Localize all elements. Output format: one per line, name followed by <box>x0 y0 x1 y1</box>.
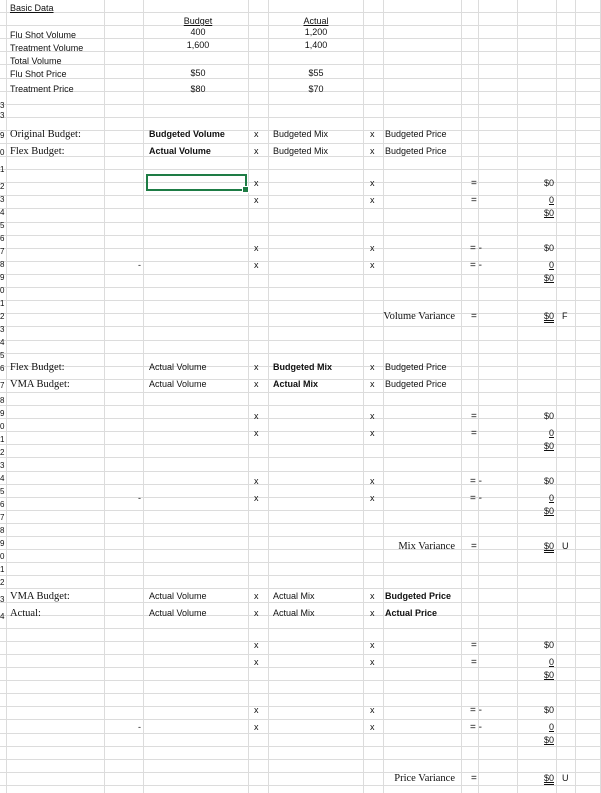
row-number: 0 <box>0 422 5 431</box>
price-term: Budgeted Price <box>385 379 447 389</box>
times-symbol: x <box>370 722 375 732</box>
mix-term: Actual Mix <box>273 608 315 618</box>
row-number: 5 <box>0 487 5 496</box>
times-symbol: x <box>370 428 375 438</box>
equals-minus-sign: = - <box>470 493 482 504</box>
times-symbol: x <box>370 362 375 372</box>
times-symbol: x <box>254 243 259 253</box>
row-number: 7 <box>0 513 5 522</box>
equals-minus-sign: = - <box>470 722 482 733</box>
equals-sign: = <box>471 195 477 206</box>
times-symbol: x <box>254 146 259 156</box>
price-term: Budgeted Price <box>385 146 447 156</box>
selected-cell[interactable] <box>146 174 247 191</box>
minus-sign: - <box>138 260 141 270</box>
actual-value: 1,200 <box>304 27 328 37</box>
equals-minus-sign: = - <box>470 243 482 254</box>
equals-minus-sign: = - <box>470 260 482 271</box>
times-symbol: x <box>370 195 375 205</box>
equals-sign: = <box>471 428 477 439</box>
budget-value: $80 <box>190 84 206 94</box>
row-number: 6 <box>0 364 5 373</box>
times-symbol: x <box>254 178 259 188</box>
calc-total: $0 <box>543 735 554 745</box>
row-number: 3 <box>0 325 5 334</box>
minus-sign: - <box>138 722 141 732</box>
times-symbol: x <box>370 243 375 253</box>
times-symbol: x <box>254 591 259 601</box>
equals-sign: = <box>471 657 477 668</box>
volume-term: Actual Volume <box>149 591 207 601</box>
calc-total: $0 <box>543 273 554 283</box>
row-number: 9 <box>0 539 5 548</box>
row-number: 1 <box>0 565 5 574</box>
variance-value: $0 <box>543 541 554 551</box>
row-number: 9 <box>0 409 5 418</box>
volume-term: Actual Volume <box>149 146 211 156</box>
variance-value: $0 <box>543 773 554 783</box>
section-label: Original Budget: <box>10 129 81 140</box>
row-number: 7 <box>0 381 5 390</box>
row-number: 0 <box>0 148 5 157</box>
variance-flag: U <box>562 541 569 551</box>
basic-data-title: Basic Data <box>10 3 54 13</box>
times-symbol: x <box>254 640 259 650</box>
equals-sign: = <box>471 178 477 189</box>
times-symbol: x <box>254 705 259 715</box>
calc-value: 0 <box>548 260 554 270</box>
times-symbol: x <box>254 129 259 139</box>
actual-value: $55 <box>308 68 324 78</box>
calc-value: 0 <box>548 195 554 205</box>
times-symbol: x <box>254 411 259 421</box>
price-term: Budgeted Price <box>385 591 452 601</box>
times-symbol: x <box>254 260 259 270</box>
actual-value: 1,400 <box>304 40 328 50</box>
times-symbol: x <box>254 428 259 438</box>
row-number: 2 <box>0 578 5 587</box>
price-term: Budgeted Price <box>385 362 447 372</box>
price-term: Budgeted Price <box>385 129 447 139</box>
row-number: 1 <box>0 165 5 174</box>
row-number: 8 <box>0 526 5 535</box>
row-number: 2 <box>0 448 5 457</box>
times-symbol: x <box>370 411 375 421</box>
price-term: Actual Price <box>385 608 438 618</box>
equals-sign: = <box>471 773 477 784</box>
row-number: 2 <box>0 312 5 321</box>
times-symbol: x <box>370 260 375 270</box>
times-symbol: x <box>370 608 375 618</box>
actual-value: $70 <box>308 84 324 94</box>
row-number: 4 <box>0 474 5 483</box>
calc-value: $0 <box>543 476 554 486</box>
row-number: 6 <box>0 234 5 243</box>
variance-label: Mix Variance <box>398 541 455 552</box>
calc-total: $0 <box>543 506 554 516</box>
volume-term: Actual Volume <box>149 362 207 372</box>
budget-value: $50 <box>190 68 206 78</box>
times-symbol: x <box>370 493 375 503</box>
row-number: 9 <box>0 131 5 140</box>
row-number: 5 <box>0 221 5 230</box>
variance-value: $0 <box>543 311 554 321</box>
calc-value: 0 <box>548 722 554 732</box>
volume-term: Budgeted Volume <box>149 129 225 139</box>
times-symbol: x <box>370 591 375 601</box>
row-number: 6 <box>0 500 5 509</box>
row-number: 3 <box>0 195 5 204</box>
row-label: Flu Shot Price <box>10 69 67 79</box>
mix-term: Actual Mix <box>273 379 319 389</box>
section-label: VMA Budget: <box>10 379 70 390</box>
calc-value: $0 <box>543 705 554 715</box>
mix-term: Budgeted Mix <box>273 129 329 139</box>
equals-minus-sign: = - <box>470 476 482 487</box>
calc-value: $0 <box>543 411 554 421</box>
mix-term: Budgeted Mix <box>273 362 333 372</box>
volume-term: Actual Volume <box>149 379 207 389</box>
calc-value: 0 <box>548 657 554 667</box>
calc-value: $0 <box>543 243 554 253</box>
row-number: 1 <box>0 299 5 308</box>
section-label: Flex Budget: <box>10 146 65 157</box>
times-symbol: x <box>254 608 259 618</box>
row-number: 1 <box>0 435 5 444</box>
row-label: Treatment Volume <box>10 43 84 53</box>
times-symbol: x <box>254 493 259 503</box>
row-number: 8 <box>0 260 5 269</box>
calc-total: $0 <box>543 208 554 218</box>
section-label: VMA Budget: <box>10 591 70 602</box>
variance-label: Price Variance <box>394 773 455 784</box>
equals-sign: = <box>471 541 477 552</box>
times-symbol: x <box>254 195 259 205</box>
row-number: 8 <box>0 396 5 405</box>
row-number: 3 <box>0 595 5 604</box>
calc-total: $0 <box>543 670 554 680</box>
row-label: Flu Shot Volume <box>10 30 77 40</box>
variance-flag: U <box>562 773 569 783</box>
times-symbol: x <box>370 379 375 389</box>
calc-value: 0 <box>548 493 554 503</box>
calc-value: $0 <box>543 178 554 188</box>
times-symbol: x <box>370 476 375 486</box>
mix-term: Actual Mix <box>273 591 315 601</box>
row-number: 3 <box>0 461 5 470</box>
equals-minus-sign: = - <box>470 705 482 716</box>
minus-sign: - <box>138 493 141 503</box>
calc-value: 0 <box>548 428 554 438</box>
times-symbol: x <box>370 657 375 667</box>
budget-value: 1,600 <box>186 40 210 50</box>
variance-flag: F <box>562 311 568 321</box>
times-symbol: x <box>370 129 375 139</box>
row-number: 9 <box>0 273 5 282</box>
budget-value: 400 <box>190 27 206 37</box>
times-symbol: x <box>370 178 375 188</box>
times-symbol: x <box>254 657 259 667</box>
equals-sign: = <box>471 640 477 651</box>
col-actual-header: Actual <box>303 16 329 26</box>
calc-value: $0 <box>543 640 554 650</box>
col-budget-header: Budget <box>183 16 213 26</box>
row-number: 3 <box>0 101 5 110</box>
row-number: 2 <box>0 182 5 191</box>
times-symbol: x <box>254 722 259 732</box>
times-symbol: x <box>254 379 259 389</box>
calc-total: $0 <box>543 441 554 451</box>
row-number: 4 <box>0 208 5 217</box>
times-symbol: x <box>370 705 375 715</box>
section-label: Flex Budget: <box>10 362 65 373</box>
mix-term: Budgeted Mix <box>273 146 329 156</box>
times-symbol: x <box>254 362 259 372</box>
row-number: 7 <box>0 247 5 256</box>
times-symbol: x <box>370 640 375 650</box>
volume-term: Actual Volume <box>149 608 207 618</box>
equals-sign: = <box>471 411 477 422</box>
row-number: 3 <box>0 111 5 120</box>
row-number: 5 <box>0 351 5 360</box>
row-number: 0 <box>0 286 5 295</box>
equals-sign: = <box>471 311 477 322</box>
row-label: Treatment Price <box>10 84 74 94</box>
row-number: 4 <box>0 338 5 347</box>
row-label: Total Volume <box>10 56 62 66</box>
times-symbol: x <box>370 146 375 156</box>
times-symbol: x <box>254 476 259 486</box>
variance-label: Volume Variance <box>383 311 455 322</box>
row-number: 4 <box>0 612 5 621</box>
section-label: Actual: <box>10 608 41 619</box>
row-number: 0 <box>0 552 5 561</box>
